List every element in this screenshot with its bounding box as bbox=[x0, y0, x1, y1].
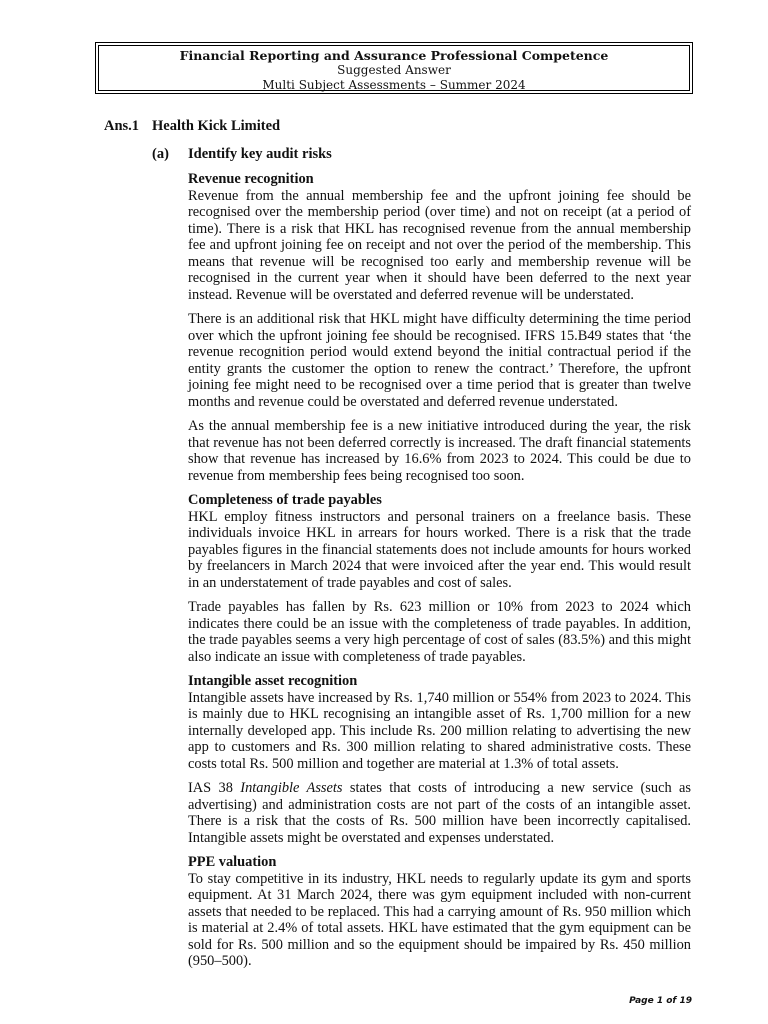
header-subtitle: Suggested Answer bbox=[337, 63, 451, 77]
paragraph: Intangible assets have increased by Rs. 1,740 million or 554% from 2023 to 2024. This is mainly due to HKL recognising an intangible asset of Rs. 1,700 million for a new internally developed app. This include Rs. 200 million relating to advertising the new app to customers and Rs. 300 million relating to shared administrative costs. These costs total Rs. 500 million and together are material at 1.3% of total assets. bbox=[188, 689, 691, 772]
paragraph: Revenue from the annual membership fee and the upfront joining fee should be recognised over the membership period (over time) and not on receipt (at a period of time). There is a risk that HKL has recognised revenue from the annual membership fee and upfront joining fee on receipt and not over the period of the membership. This means that revenue will be recognised too early and membership revenue will be recognised in the current year when it should have been deferred to the next year instead. Revenue will be overstated and deferred revenue will be understated. bbox=[188, 187, 691, 303]
section-heading: Completeness of trade payables bbox=[188, 492, 382, 508]
section-completeness-trade-payables bbox=[188, 492, 691, 665]
paragraph-ias38 bbox=[188, 780, 691, 846]
ias-standard-name: Intangible Assets bbox=[240, 780, 343, 796]
document-header-box bbox=[95, 42, 693, 94]
part-label: (a) bbox=[152, 146, 169, 162]
section-heading: Revenue recognition bbox=[188, 171, 314, 187]
header-session: Multi Subject Assessments – Summer 2024 bbox=[262, 78, 526, 92]
answer-number: Ans.1 bbox=[104, 118, 140, 134]
answer-body bbox=[188, 171, 691, 978]
section-heading: PPE valuation bbox=[188, 854, 277, 870]
section-ppe-valuation bbox=[188, 854, 691, 970]
ias-prefix: IAS 38 bbox=[188, 780, 241, 796]
page-number: Page 1 of 19 bbox=[629, 996, 692, 1006]
part-title: Identify key audit risks bbox=[188, 146, 332, 162]
answer-title: Health Kick Limited bbox=[152, 118, 281, 134]
paragraph: As the annual membership fee is a new initiative introduced during the year, the risk that revenue has not been deferred correctly is increased. The draft financial statements show that revenue has increased by 16.6% from 2023 to 2024. This could be due to revenue from membership fees being recognised too soon. bbox=[188, 418, 691, 484]
header-title: Financial Reporting and Assurance Professional Competence bbox=[179, 48, 609, 63]
paragraph: To stay competitive in its industry, HKL needs to regularly update its gym and sports equipment. At 31 March 2024, there was gym equipment included with non-current assets that needed to be replaced. This had a carrying amount of Rs. 950 million which is material at 2.4% of total assets. HKL have estimated that the gym equipment can be sold for Rs. 500 million and so the equipment should be impaired by Rs. 450 million (950–500). bbox=[188, 870, 691, 969]
paragraph: Trade payables has fallen by Rs. 623 million or 10% from 2023 to 2024 which indicates there could be an issue with the completeness of trade payables. In addition, the trade payables seems a very high percentage of cost of sales (83.5%) and this might also indicate an issue with completeness of trade payables. bbox=[188, 599, 691, 665]
paragraph: HKL employ fitness instructors and personal trainers on a freelance basis. These individuals invoice HKL in arrears for hours worked. There is a risk that the trade payables figures in the financial statements does not include amounts for hours worked by freelancers in March 2024 that were invoiced after the year end. This would result in an understatement of trade payables and cost of sales. bbox=[188, 508, 691, 591]
section-heading: Intangible asset recognition bbox=[188, 673, 358, 689]
section-revenue-recognition bbox=[188, 171, 691, 484]
paragraph: There is an additional risk that HKL might have difficulty determining the time period over which the upfront joining fee should be recognised. IFRS 15.B49 states that ‘the revenue recognition period would extend beyond the initial contractual period if the entity grants the customer the option to renew the contract.’ Therefore, the upfront joining fee might need to be recognised over a time period that is greater than twelve months and revenue could be overstated and deferred revenue understated. bbox=[188, 311, 691, 410]
section-intangible-asset-recognition bbox=[188, 673, 691, 846]
ias-suffix: states that costs of introducing a new service (such as advertising) and administration costs are not part of the costs of an intangible asset. There is a risk that the costs of Rs. 500 million have been incorrectly capitalised. Intangible assets might be overstated and expenses understated. bbox=[188, 780, 692, 846]
